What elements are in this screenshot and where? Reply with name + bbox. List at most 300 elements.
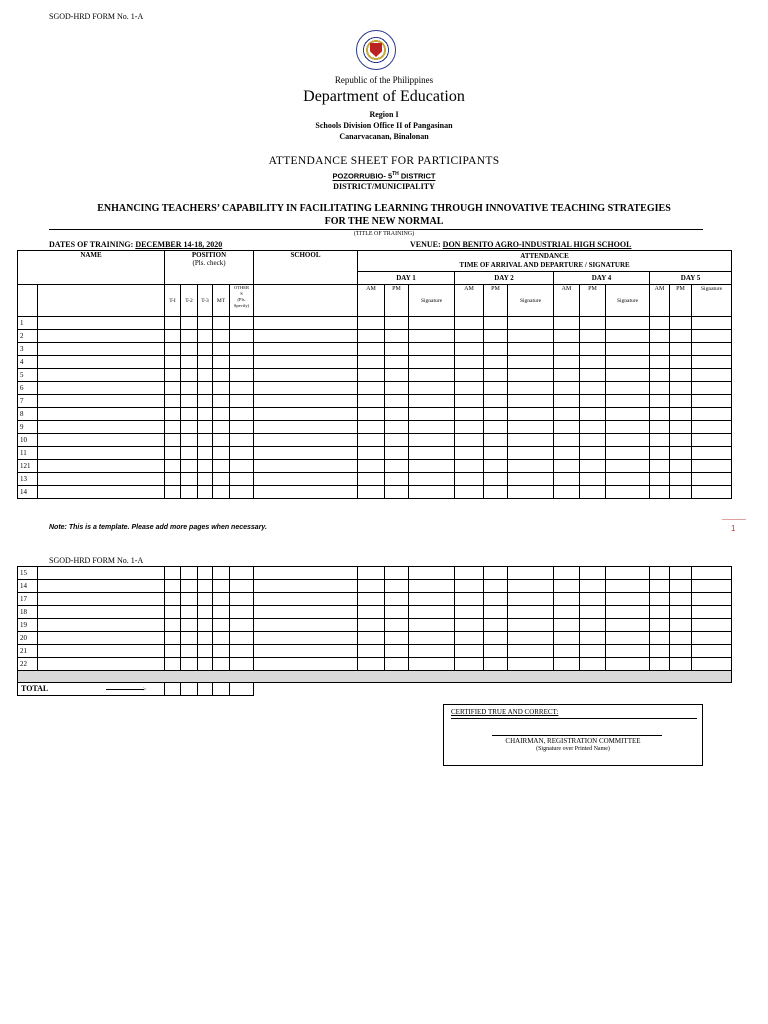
row-cell <box>213 434 230 447</box>
row-cell <box>650 593 670 606</box>
row-cell <box>409 382 455 395</box>
row-cell <box>165 645 181 658</box>
certification-box <box>443 704 703 766</box>
row-cell <box>606 395 650 408</box>
row-cell <box>165 593 181 606</box>
table-row <box>18 606 732 619</box>
row-cell <box>580 619 606 632</box>
row-cell <box>484 486 508 499</box>
row-cell <box>670 658 692 671</box>
row-cell <box>409 434 455 447</box>
row-cell <box>508 408 554 421</box>
row-cell <box>508 486 554 499</box>
row-number: 6 <box>18 382 38 395</box>
row-cell <box>165 486 181 499</box>
row-cell <box>213 606 230 619</box>
row-cell <box>181 382 198 395</box>
row-cell <box>254 382 358 395</box>
row-cell <box>508 593 554 606</box>
row-number: 15 <box>18 567 38 580</box>
row-cell <box>692 632 732 645</box>
row-cell <box>409 606 455 619</box>
row-cell <box>38 460 165 473</box>
row-cell <box>484 382 508 395</box>
row-cell <box>358 460 385 473</box>
day4-pm: PM <box>580 285 606 317</box>
certification-rule <box>451 718 697 719</box>
row-cell <box>692 473 732 486</box>
row-cell <box>484 619 508 632</box>
row-cell <box>650 460 670 473</box>
certification-label: CERTIFIED TRUE AND CORRECT: <box>451 708 559 716</box>
row-cell <box>230 486 254 499</box>
row-cell <box>692 658 732 671</box>
row-cell <box>38 658 165 671</box>
row-cell <box>484 567 508 580</box>
row-cell <box>409 645 455 658</box>
row-cell <box>455 408 484 421</box>
row-cell <box>554 632 580 645</box>
row-cell <box>230 580 254 593</box>
table-row <box>18 421 732 434</box>
row-cell <box>650 632 670 645</box>
row-number: 11 <box>18 447 38 460</box>
row-cell <box>230 330 254 343</box>
row-cell <box>692 619 732 632</box>
row-cell <box>38 395 165 408</box>
day2-pm: PM <box>484 285 508 317</box>
row-cell <box>358 343 385 356</box>
row-cell <box>484 434 508 447</box>
row-cell <box>606 434 650 447</box>
row-cell <box>230 317 254 330</box>
row-cell <box>692 343 732 356</box>
row-cell <box>580 408 606 421</box>
row-cell <box>181 658 198 671</box>
row-number: 9 <box>18 421 38 434</box>
row-cell <box>385 408 409 421</box>
total-t3 <box>198 683 213 696</box>
row-cell <box>409 460 455 473</box>
row-cell <box>508 580 554 593</box>
row-cell <box>455 434 484 447</box>
row-cell <box>484 369 508 382</box>
row-cell <box>198 473 213 486</box>
training-title-line1: ENHANCING TEACHERS’ CAPABILITY IN FACILITATING LEARNING THROUGH INNOVATIVE TEACHING STRATEGIES <box>97 203 671 214</box>
row-cell <box>165 317 181 330</box>
row-cell <box>254 632 358 645</box>
row-cell <box>181 619 198 632</box>
row-cell <box>580 356 606 369</box>
row-cell <box>670 343 692 356</box>
row-cell <box>554 658 580 671</box>
row-cell <box>580 606 606 619</box>
row-cell <box>692 434 732 447</box>
row-cell <box>165 580 181 593</box>
row-cell <box>580 580 606 593</box>
table-row <box>18 395 732 408</box>
row-cell <box>508 447 554 460</box>
row-cell <box>213 486 230 499</box>
row-cell <box>606 606 650 619</box>
row-cell <box>358 356 385 369</box>
row-cell <box>580 447 606 460</box>
total-spacer <box>254 683 732 696</box>
row-cell <box>358 317 385 330</box>
row-cell <box>484 473 508 486</box>
row-cell <box>554 473 580 486</box>
row-number: 20 <box>18 632 38 645</box>
division-line: Schools Division Office II of Pangasinan <box>315 121 453 130</box>
row-cell <box>606 658 650 671</box>
row-cell <box>230 460 254 473</box>
row-cell <box>385 658 409 671</box>
region-line: Region I <box>369 110 399 119</box>
row-cell <box>230 343 254 356</box>
row-cell <box>455 645 484 658</box>
row-cell <box>254 330 358 343</box>
row-cell <box>580 343 606 356</box>
blank-cell <box>254 285 358 317</box>
row-cell <box>606 421 650 434</box>
position-mt: MT <box>213 285 230 317</box>
row-cell <box>181 317 198 330</box>
row-cell <box>198 421 213 434</box>
row-cell <box>670 619 692 632</box>
row-number: 14 <box>18 486 38 499</box>
row-cell <box>165 567 181 580</box>
row-cell <box>670 408 692 421</box>
row-cell <box>181 606 198 619</box>
row-number: 10 <box>18 434 38 447</box>
row-cell <box>670 632 692 645</box>
row-cell <box>508 382 554 395</box>
row-cell <box>554 369 580 382</box>
row-cell <box>580 395 606 408</box>
row-cell <box>455 619 484 632</box>
row-cell <box>358 645 385 658</box>
row-cell <box>554 460 580 473</box>
table-row <box>18 632 732 645</box>
name-header: NAME <box>18 251 165 285</box>
row-cell <box>650 606 670 619</box>
row-cell <box>692 369 732 382</box>
row-cell <box>230 434 254 447</box>
row-cell <box>650 619 670 632</box>
row-cell <box>181 580 198 593</box>
row-cell <box>508 460 554 473</box>
row-cell <box>455 658 484 671</box>
row-cell <box>385 447 409 460</box>
row-cell <box>455 421 484 434</box>
row-cell <box>358 421 385 434</box>
table-row <box>18 460 732 473</box>
row-cell <box>455 473 484 486</box>
row-cell <box>692 447 732 460</box>
row-cell <box>650 369 670 382</box>
row-cell <box>670 382 692 395</box>
row-cell <box>409 356 455 369</box>
row-cell <box>358 408 385 421</box>
row-cell <box>455 343 484 356</box>
row-cell <box>692 408 732 421</box>
row-cell <box>198 395 213 408</box>
day2-header: DAY 2 <box>455 272 554 285</box>
training-title-caption: (TITLE OF TRAINING) <box>353 231 415 237</box>
row-cell <box>358 369 385 382</box>
row-cell <box>358 382 385 395</box>
row-cell <box>484 356 508 369</box>
row-cell <box>254 606 358 619</box>
row-cell <box>508 619 554 632</box>
row-cell <box>455 580 484 593</box>
row-cell <box>181 593 198 606</box>
row-cell <box>650 330 670 343</box>
row-cell <box>213 473 230 486</box>
row-number: 7 <box>18 395 38 408</box>
row-cell <box>580 567 606 580</box>
row-cell <box>554 343 580 356</box>
row-cell <box>554 580 580 593</box>
row-number: 121 <box>18 460 38 473</box>
row-number: 4 <box>18 356 38 369</box>
row-cell <box>213 395 230 408</box>
row-cell <box>38 606 165 619</box>
row-cell <box>198 645 213 658</box>
attendance-header: ATTENDANCE TIME OF ARRIVAL AND DEPARTURE / SIGNATURE <box>358 251 732 272</box>
row-cell <box>213 580 230 593</box>
row-cell <box>181 434 198 447</box>
row-cell <box>198 382 213 395</box>
row-cell <box>606 369 650 382</box>
table-row <box>18 317 732 330</box>
row-cell <box>508 421 554 434</box>
row-cell <box>230 632 254 645</box>
row-cell <box>409 447 455 460</box>
row-cell <box>650 580 670 593</box>
row-cell <box>254 356 358 369</box>
day5-header: DAY 5 <box>650 272 732 285</box>
row-cell <box>165 473 181 486</box>
table-row <box>18 567 732 580</box>
training-dates: DATES OF TRAINING: DECEMBER 14-18, 2020 <box>49 240 223 249</box>
row-cell <box>606 593 650 606</box>
row-cell <box>484 645 508 658</box>
row-cell <box>650 382 670 395</box>
row-cell <box>165 330 181 343</box>
row-cell <box>580 473 606 486</box>
row-cell <box>409 593 455 606</box>
row-cell <box>230 447 254 460</box>
attendance-table-page1 <box>17 250 732 499</box>
table-row <box>18 619 732 632</box>
table-row <box>18 356 732 369</box>
table-row <box>18 486 732 499</box>
row-cell <box>358 632 385 645</box>
district-value: POZORRUBIO- 5TH DISTRICT <box>332 171 436 181</box>
row-cell <box>358 395 385 408</box>
row-cell <box>508 343 554 356</box>
total-others <box>230 683 254 696</box>
row-cell <box>650 343 670 356</box>
row-cell <box>230 619 254 632</box>
row-cell <box>254 395 358 408</box>
row-cell <box>484 580 508 593</box>
row-cell <box>385 317 409 330</box>
row-cell <box>38 632 165 645</box>
row-cell <box>254 645 358 658</box>
table-row <box>18 343 732 356</box>
total-t2 <box>181 683 198 696</box>
row-cell <box>230 382 254 395</box>
row-cell <box>650 317 670 330</box>
row-cell <box>409 317 455 330</box>
table-row <box>18 593 732 606</box>
row-cell <box>254 460 358 473</box>
row-cell <box>213 460 230 473</box>
row-cell <box>181 460 198 473</box>
table-row <box>18 369 732 382</box>
sheet-title: ATTENDANCE SHEET FOR PARTICIPANTS <box>268 155 500 167</box>
row-cell <box>230 593 254 606</box>
row-cell <box>254 434 358 447</box>
row-number: 18 <box>18 606 38 619</box>
row-cell <box>508 434 554 447</box>
row-cell <box>606 317 650 330</box>
row-cell <box>554 317 580 330</box>
row-cell <box>198 580 213 593</box>
row-cell <box>484 606 508 619</box>
table-row <box>18 658 732 671</box>
row-cell <box>580 632 606 645</box>
row-number: 13 <box>18 473 38 486</box>
row-cell <box>580 460 606 473</box>
row-cell <box>554 567 580 580</box>
day5-signature: Signature <box>692 285 732 317</box>
row-cell <box>181 369 198 382</box>
row-cell <box>606 343 650 356</box>
row-cell <box>455 382 484 395</box>
row-cell <box>230 645 254 658</box>
table-row <box>18 447 732 460</box>
row-cell <box>38 580 165 593</box>
row-cell <box>650 473 670 486</box>
row-cell <box>409 343 455 356</box>
row-cell <box>606 619 650 632</box>
position-t2: T-2 <box>181 285 198 317</box>
deped-seal-logo <box>356 30 396 70</box>
row-cell <box>165 356 181 369</box>
row-cell <box>670 330 692 343</box>
row-cell <box>165 421 181 434</box>
day2-am: AM <box>455 285 484 317</box>
row-cell <box>358 330 385 343</box>
row-cell <box>181 486 198 499</box>
row-cell <box>358 593 385 606</box>
row-cell <box>198 632 213 645</box>
row-cell <box>484 632 508 645</box>
row-cell <box>198 434 213 447</box>
row-cell <box>409 330 455 343</box>
row-cell <box>455 356 484 369</box>
row-cell <box>692 593 732 606</box>
day1-pm: PM <box>385 285 409 317</box>
row-cell <box>213 356 230 369</box>
row-cell <box>198 317 213 330</box>
row-cell <box>455 593 484 606</box>
row-cell <box>198 567 213 580</box>
row-cell <box>165 408 181 421</box>
row-cell <box>508 632 554 645</box>
row-cell <box>213 317 230 330</box>
row-cell <box>580 645 606 658</box>
row-number: 14 <box>18 580 38 593</box>
row-cell <box>554 356 580 369</box>
row-cell <box>484 317 508 330</box>
row-cell <box>650 447 670 460</box>
row-cell <box>385 567 409 580</box>
table-row <box>18 645 732 658</box>
row-number: 19 <box>18 619 38 632</box>
row-cell <box>650 486 670 499</box>
row-cell <box>198 356 213 369</box>
row-cell <box>165 369 181 382</box>
row-cell <box>230 658 254 671</box>
row-cell <box>455 632 484 645</box>
row-cell <box>198 408 213 421</box>
row-cell <box>554 606 580 619</box>
row-cell <box>455 447 484 460</box>
row-cell <box>38 317 165 330</box>
row-cell <box>455 606 484 619</box>
row-cell <box>213 619 230 632</box>
certification-caption: (Signature over Printed Name) <box>536 746 610 752</box>
row-cell <box>213 593 230 606</box>
row-cell <box>358 486 385 499</box>
row-cell <box>213 421 230 434</box>
row-cell <box>670 645 692 658</box>
row-cell <box>165 343 181 356</box>
row-cell <box>198 330 213 343</box>
row-cell <box>580 330 606 343</box>
row-cell <box>580 369 606 382</box>
row-cell <box>554 382 580 395</box>
row-cell <box>670 447 692 460</box>
total-mt <box>213 683 230 696</box>
row-cell <box>484 395 508 408</box>
total-label: TOTAL <box>21 684 49 693</box>
row-cell <box>409 395 455 408</box>
form-code-page2: SGOD-HRD FORM No. 1-A <box>49 556 144 565</box>
row-cell <box>181 632 198 645</box>
row-cell <box>254 619 358 632</box>
total-t1 <box>165 683 181 696</box>
row-cell <box>692 567 732 580</box>
row-cell <box>409 473 455 486</box>
row-cell <box>670 356 692 369</box>
row-cell <box>670 473 692 486</box>
row-cell <box>358 447 385 460</box>
row-cell <box>606 486 650 499</box>
row-cell <box>181 447 198 460</box>
row-cell <box>692 460 732 473</box>
row-cell <box>606 567 650 580</box>
row-cell <box>38 486 165 499</box>
row-cell <box>213 447 230 460</box>
row-cell <box>455 460 484 473</box>
row-cell <box>580 486 606 499</box>
day5-am: AM <box>650 285 670 317</box>
